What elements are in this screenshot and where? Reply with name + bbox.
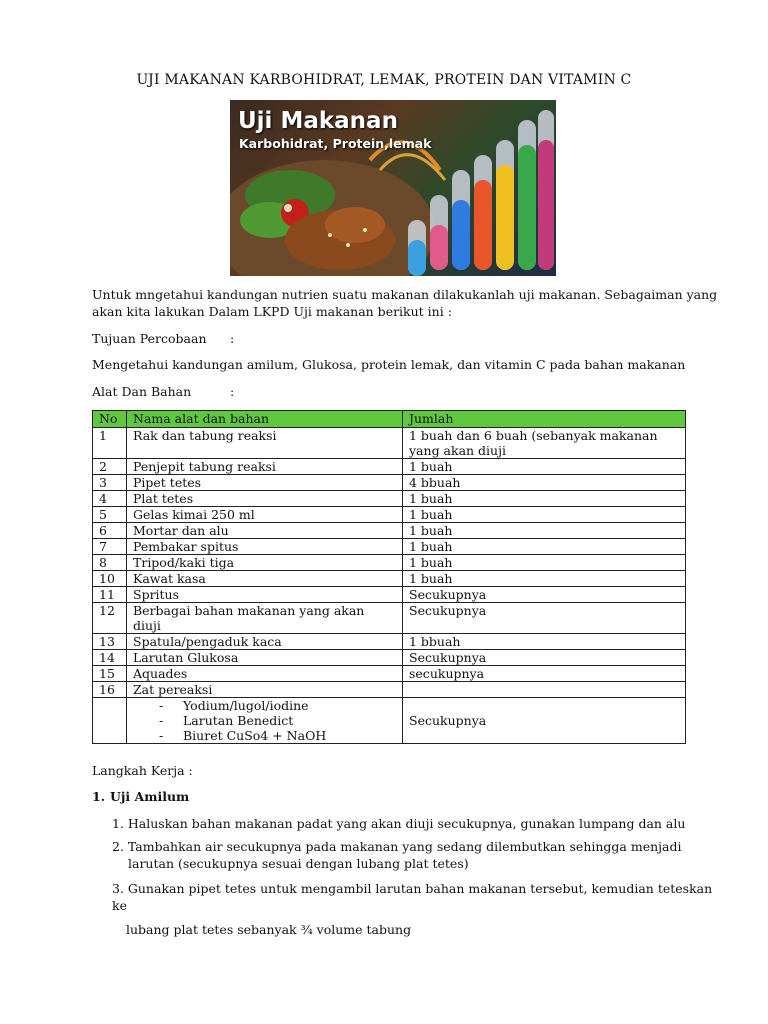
row-name: Larutan Glukosa bbox=[127, 650, 403, 666]
table-row bbox=[93, 634, 686, 650]
header-name: Nama alat dan bahan bbox=[127, 411, 403, 428]
table-row bbox=[93, 666, 686, 682]
row-no: 14 bbox=[93, 650, 127, 666]
row-no: 16 bbox=[93, 682, 127, 698]
table-row bbox=[93, 459, 686, 475]
row-name: Penjepit tabung reaksi bbox=[127, 459, 403, 475]
step-3-line-1: 3. Gunakan pipet tetes untuk mengambil larutan bahan makanan tersebut, kemudian teteskan bbox=[112, 881, 713, 896]
row-qty: 1 buah bbox=[403, 507, 686, 523]
tujuan-text: Mengetahui kandungan amilum, Glukosa, protein lemak, dan vitamin C pada bahan makanan bbox=[92, 357, 686, 372]
step-3-line-3: lubang plat tetes sebanyak ¾ volume tabung bbox=[126, 922, 412, 937]
header-no: No bbox=[93, 411, 127, 428]
row-qty: 1 bbuah bbox=[403, 634, 686, 650]
row-no: 5 bbox=[93, 507, 127, 523]
row-qty: 1 buah bbox=[403, 523, 686, 539]
row-qty: Secukupnya bbox=[403, 603, 686, 634]
reagent-item: - Yodium/lugol/iodine bbox=[159, 698, 396, 713]
row-no: 2 bbox=[93, 459, 127, 475]
tujuan-label: Tujuan Percobaan bbox=[92, 331, 207, 346]
table-row bbox=[93, 539, 686, 555]
langkah-kerja-label: Langkah Kerja : bbox=[92, 763, 193, 778]
tools-materials-table bbox=[92, 410, 686, 744]
row-name: Mortar dan alu bbox=[127, 523, 403, 539]
table-row bbox=[93, 523, 686, 539]
row-no: 12 bbox=[93, 603, 127, 634]
tujuan-colon: : bbox=[230, 331, 235, 346]
header-qty: Jumlah bbox=[403, 411, 686, 428]
row-qty: secukupnya bbox=[403, 666, 686, 682]
table-row bbox=[93, 491, 686, 507]
row-name: Rak dan tabung reaksi bbox=[127, 428, 403, 459]
step-2-line-1: 2. Tambahkan air secukupnya pada makanan yang sedang dilembutkan sehingga menjadi bbox=[112, 839, 682, 854]
table-header-row bbox=[93, 411, 686, 428]
alat-colon: : bbox=[230, 384, 235, 399]
step-1: 1. Haluskan bahan makanan padat yang akan diuji secukupnya, gunakan lumpang dan alu bbox=[112, 816, 686, 831]
row-no: 13 bbox=[93, 634, 127, 650]
table-row bbox=[93, 587, 686, 603]
table-row bbox=[93, 555, 686, 571]
reagent-qty: Secukupnya bbox=[403, 698, 686, 744]
step-3-line-2: ke bbox=[112, 898, 127, 913]
row-name: Zat pereaksi bbox=[127, 682, 403, 698]
row-name: Pipet tetes bbox=[127, 475, 403, 491]
row-name: Gelas kimai 250 ml bbox=[127, 507, 403, 523]
row-name: Kawat kasa bbox=[127, 571, 403, 587]
intro-line-1: Untuk mngetahui kandungan nutrien suatu makanan dilakukanlah uji makanan. Sebagaiman yang bbox=[92, 287, 718, 302]
table-row-reagents bbox=[93, 698, 686, 744]
row-qty: Secukupnya bbox=[403, 587, 686, 603]
banner-title: Uji Makanan bbox=[238, 108, 398, 134]
row-no: 15 bbox=[93, 666, 127, 682]
food-test-banner-image bbox=[230, 100, 556, 276]
table-row bbox=[93, 571, 686, 587]
row-no: 3 bbox=[93, 475, 127, 491]
row-qty: 1 buah bbox=[403, 491, 686, 507]
row-no-empty bbox=[93, 698, 127, 744]
intro-line-2: akan kita lakukan Dalam LKPD Uji makanan berikut ini : bbox=[92, 304, 452, 319]
row-qty bbox=[403, 682, 686, 698]
step-2-line-2: larutan (secukupnya sesuai dengan lubang plat tetes) bbox=[128, 856, 469, 871]
reagent-item: - Biuret CuSo4 + NaOH bbox=[159, 728, 396, 743]
table-row bbox=[93, 475, 686, 491]
row-no: 7 bbox=[93, 539, 127, 555]
reagent-item: - Larutan Benedict bbox=[159, 713, 396, 728]
row-qty: 1 buah bbox=[403, 539, 686, 555]
table-row bbox=[93, 650, 686, 666]
banner-subtitle: Karbohidrat, Protein,lemak bbox=[239, 136, 432, 151]
document-title: UJI MAKANAN KARBOHIDRAT, LEMAK, PROTEIN DAN VITAMIN C bbox=[136, 72, 632, 88]
row-name: Aquades bbox=[127, 666, 403, 682]
table-row bbox=[93, 428, 686, 459]
table-row bbox=[93, 682, 686, 698]
row-no: 6 bbox=[93, 523, 127, 539]
alat-label: Alat Dan Bahan bbox=[92, 384, 192, 399]
row-qty: Secukupnya bbox=[403, 650, 686, 666]
row-no: 8 bbox=[93, 555, 127, 571]
row-no: 11 bbox=[93, 587, 127, 603]
row-qty: 4 bbuah bbox=[403, 475, 686, 491]
section-title-uji-amilum: Uji Amilum bbox=[110, 789, 190, 804]
row-qty: 1 buah dan 6 buah (sebanyak makanan yang akan diuji bbox=[403, 428, 686, 459]
row-name: Spritus bbox=[127, 587, 403, 603]
row-qty: 1 buah bbox=[403, 555, 686, 571]
row-name: Spatula/pengaduk kaca bbox=[127, 634, 403, 650]
table-row bbox=[93, 603, 686, 634]
reagent-list-cell bbox=[127, 698, 403, 744]
table-row bbox=[93, 507, 686, 523]
row-no: 4 bbox=[93, 491, 127, 507]
section-number: 1. bbox=[92, 789, 106, 804]
row-name: Tripod/kaki tiga bbox=[127, 555, 403, 571]
row-qty: 1 buah bbox=[403, 459, 686, 475]
row-no: 10 bbox=[93, 571, 127, 587]
row-name: Plat tetes bbox=[127, 491, 403, 507]
row-name: Pembakar spitus bbox=[127, 539, 403, 555]
row-no: 1 bbox=[93, 428, 127, 459]
reagent-list bbox=[133, 698, 396, 743]
row-name: Berbagai bahan makanan yang akan diuji bbox=[127, 603, 403, 634]
row-qty: 1 buah bbox=[403, 571, 686, 587]
